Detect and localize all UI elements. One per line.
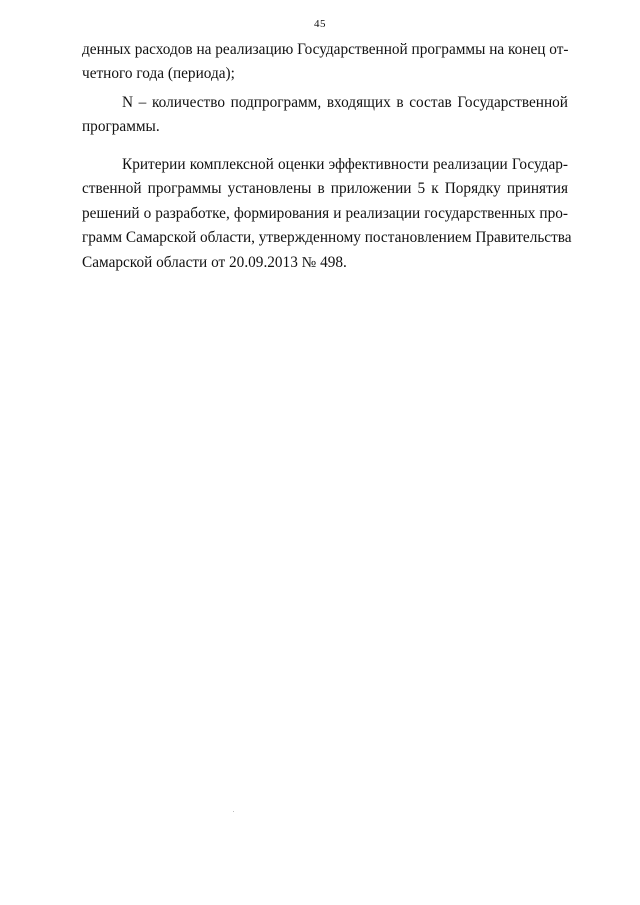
paragraph-line: решений о разработке, формирования и реализации государственных про- — [82, 204, 568, 222]
scan-speck — [233, 811, 234, 812]
paragraph-n-definition — [82, 91, 568, 140]
paragraph-line: N – количество подпрограмм, входящих в состав Государственной — [122, 94, 568, 111]
paragraph-expenses-continuation — [82, 38, 568, 87]
paragraph-line: Самарской области от 20.09.2013 № 498. — [82, 253, 347, 271]
paragraph-line: четного года (периода); — [82, 65, 235, 83]
paragraph-line: грамм Самарской области, утвержденному постановлением Правительства — [82, 229, 572, 247]
paragraph-criteria — [82, 153, 572, 275]
paragraph-line: денных расходов на реализацию Государственной программы на конец от- — [82, 41, 569, 58]
paragraph-line: программы. — [82, 118, 160, 136]
paragraph-line: ственной программы установлены в приложении 5 к Порядку принятия — [82, 180, 568, 198]
paragraph-line: Критерии комплексной оценки эффективности реализации Государ- — [122, 156, 568, 173]
page-number: 45 — [314, 18, 326, 30]
